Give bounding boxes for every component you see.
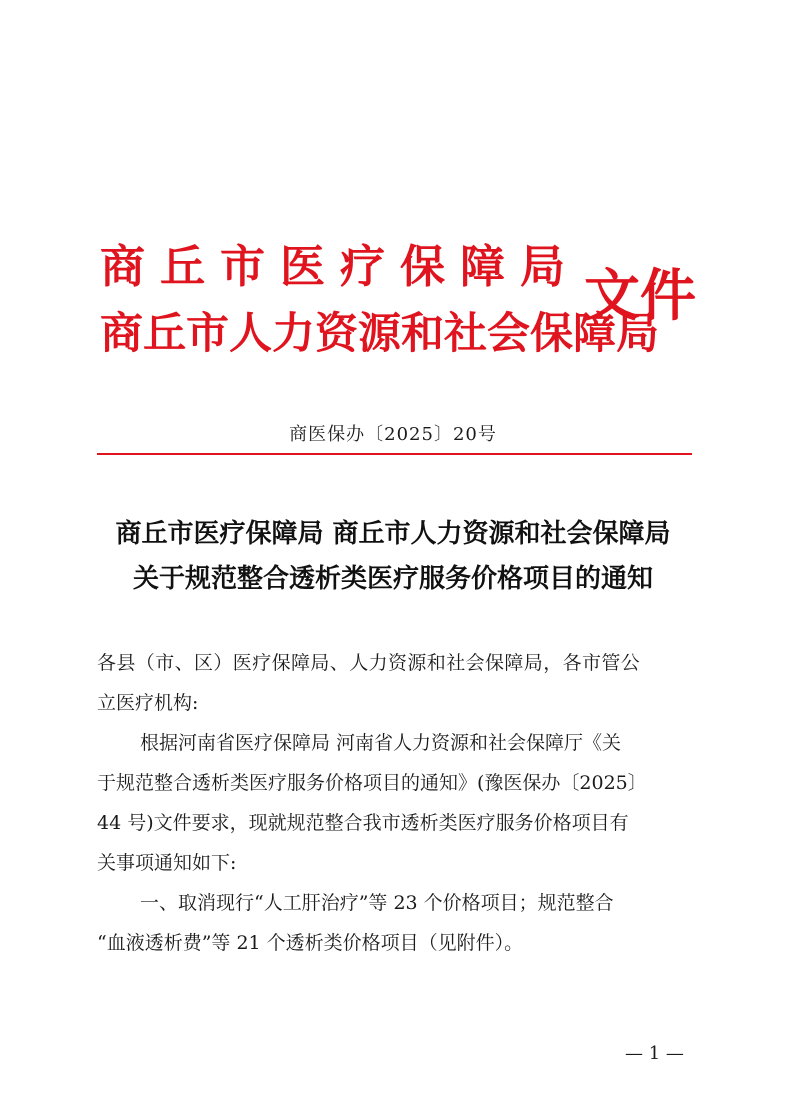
body-line: 44 号)文件要求，现就规范整合我市透析类医疗服务价格项目有 xyxy=(97,812,629,834)
document-label: 文件 xyxy=(584,263,696,329)
body-line: 于规范整合透析类医疗服务价格项目的通知》(豫医保办〔2025〕 xyxy=(97,772,647,794)
red-divider xyxy=(97,453,692,455)
body-line: 关事项通知如下: xyxy=(97,852,237,874)
body-line: “血液透析费”等 21 个透析类价格项目（见附件）。 xyxy=(97,932,524,954)
body-line: 根据河南省医疗保障局 河南省人力资源和社会保障厅《关 xyxy=(140,732,622,754)
page-number: — 1 — xyxy=(625,1043,684,1064)
notice-title-line-1: 商丘市医疗保障局 商丘市人力资源和社会保障局 xyxy=(115,519,671,549)
issuing-authority-1: 商丘市医疗保障局 xyxy=(100,240,581,293)
document-number: 商医保办〔2025〕20号 xyxy=(289,424,497,445)
body-line: 各县（市、区）医疗保障局、人力资源和社会保障局，各市管公 xyxy=(97,652,641,674)
body-line: 立医疗机构: xyxy=(97,692,199,714)
notice-title-line-2: 关于规范整合透析类医疗服务价格项目的通知 xyxy=(132,564,653,594)
issuing-authority-2: 商丘市人力资源和社会保障局 xyxy=(100,309,659,359)
body-line: 一、取消现行“人工肝治疗”等 23 个价格项目；规范整合 xyxy=(140,892,614,914)
